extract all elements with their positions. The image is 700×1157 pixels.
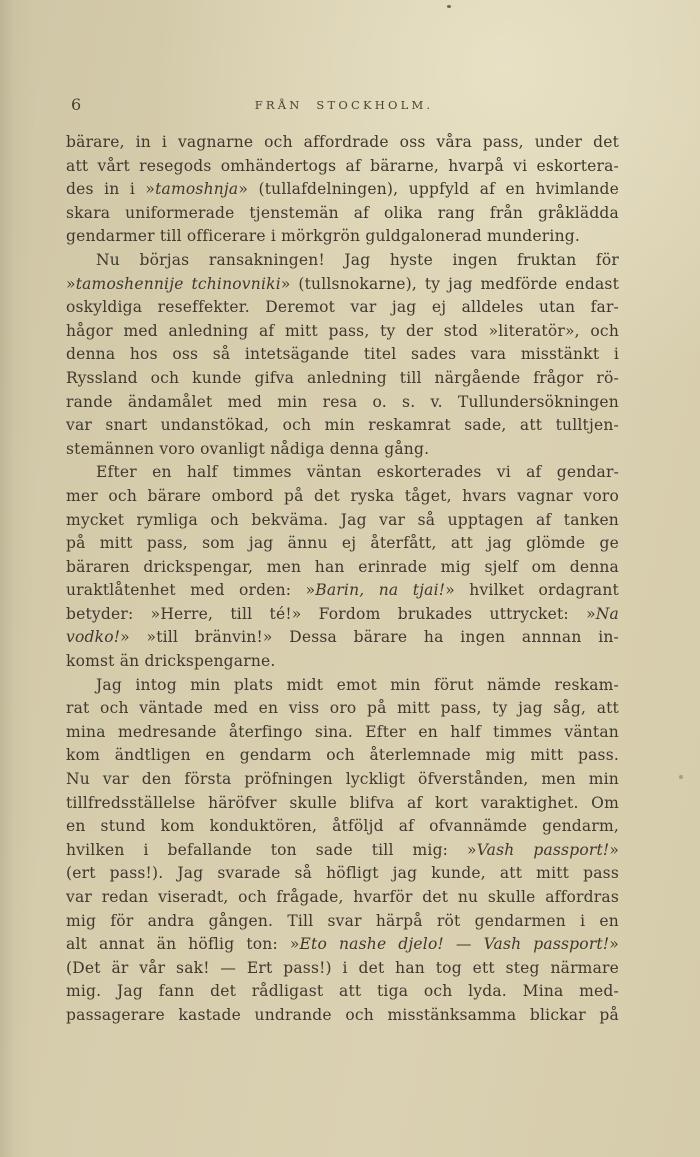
text-segment: mina medresande återfingo sina. Efter en half timmes väntan [66, 722, 619, 741]
italic-text: Eto nashe djelo! — Vash passport! [299, 935, 610, 954]
text-line [66, 367, 619, 391]
text-line [66, 674, 619, 698]
text-segment: Jag intog min plats midt emot min förut nämde reskam- [96, 675, 619, 694]
text-segment: » hvilket ordagrant [445, 581, 619, 600]
text-line [66, 509, 619, 533]
text-segment: alt annat än höflig ton: » [66, 935, 300, 954]
text-segment: » (tullafdelningen), uppfyld af en hvimlande [238, 180, 619, 199]
text-line [66, 886, 619, 910]
text-segment: stemännen voro ovanligt nådiga denna gång. [66, 439, 430, 458]
text-segment: hvilken i befallande ton sade till mig: » [66, 840, 477, 859]
running-header: FRÅN STOCKHOLM. [254, 98, 434, 112]
italic-text: vodko! [66, 628, 121, 647]
text-segment: hågor med anledning af mitt pass, ty der stod »literatör», och [66, 321, 619, 340]
text-line [66, 910, 619, 934]
text-line [66, 626, 619, 650]
text-segment: » [609, 935, 619, 954]
text-segment: denna hos oss så intetsägande titel sades vara misstänkt i [66, 345, 619, 364]
text-segment: mycket rymliga och bekväma. Jag var så upptagen af tanken [66, 510, 619, 529]
text-line [66, 343, 619, 367]
text-line [66, 438, 619, 462]
text-segment: skara uniformerade tjenstemän af olika rang från gråklädda [66, 203, 619, 222]
scan-speck [447, 5, 451, 8]
text-segment: uraktlåtenhet med orden: » [66, 581, 316, 600]
text-segment: var snart undanstökad, och min reskamrat sade, att tulltjen- [66, 416, 619, 435]
text-line [66, 721, 619, 745]
text-segment: passagerare kastade undrande och misstänksamma blickar på [66, 1005, 619, 1024]
text-line [66, 792, 619, 816]
text-line [66, 249, 619, 273]
text-line [66, 603, 619, 627]
text-segment: på mitt pass, som jag ännu ej återfått, att jag glömde ge [66, 534, 619, 553]
text-segment: en stund kom konduktören, åtföljd af ofvannämde gendarm, [66, 817, 619, 836]
text-line [66, 178, 619, 202]
text-segment: tillfredsställelse häröfver skulle blifva af kort varaktighet. Om [66, 793, 619, 812]
text-line [66, 839, 619, 863]
text-line [66, 296, 619, 320]
text-line [66, 768, 619, 792]
text-segment: komst än drickspengarne. [66, 652, 276, 671]
page-number: 6 [71, 95, 82, 114]
text-line [66, 225, 619, 249]
text-segment: » [609, 840, 620, 859]
text-segment: bäraren drickspengar, men han erinrade mig sjelf om denna [66, 557, 619, 576]
text-line [66, 155, 619, 179]
text-segment: (Det är vår sak! — Ert pass!) i det han tog ett steg närmare [66, 958, 619, 977]
scan-speck [679, 775, 683, 779]
text-line [66, 957, 619, 981]
text-line [66, 650, 619, 674]
text-line [66, 579, 619, 603]
text-line [66, 273, 619, 297]
text-segment: betyder: »Herre, till té!» Fordom brukades uttrycket: » [66, 604, 596, 623]
text-line [66, 131, 619, 155]
text-line [66, 202, 619, 226]
text-segment: Ryssland och kunde gifva anledning till närgående frågor rö- [66, 368, 619, 387]
page-text [66, 131, 619, 1028]
text-line [66, 556, 619, 580]
text-line [66, 862, 619, 886]
page-header [66, 95, 622, 115]
text-segment: bärare, in i vagnarne och affordrade oss våra pass, under det [66, 133, 619, 151]
text-segment: kom ändtligen en gendarm och återlemnade mig mitt pass. [66, 746, 619, 765]
italic-text: Vash passport! [476, 840, 610, 859]
text-segment: rat och väntade med en viss oro på mitt pass, ty jag såg, att [66, 699, 619, 718]
text-line [66, 532, 619, 556]
text-line [66, 980, 619, 1004]
text-segment: Nu börjas ransakningen! Jag hyste ingen fruktan för [96, 250, 619, 269]
text-line [66, 391, 619, 415]
text-line [66, 744, 619, 768]
italic-text: Na [595, 604, 619, 623]
text-segment: mig. Jag fann det rådligast att tiga och lyda. Mina med- [66, 982, 619, 1001]
text-segment: mig för andra gången. Till svar härpå röt gendarmen i en [66, 911, 619, 930]
italic-text: tamoshennije tchinovniki [75, 274, 281, 293]
text-segment: att vårt resegods omhändertogs af bärarne, hvarpå vi eskortera- [66, 156, 619, 175]
italic-text: tamoshnja [155, 180, 239, 199]
text-segment: Nu var den första pröfningen lyckligt öfverstånden, men min [66, 770, 619, 789]
text-segment: oskyldiga reseffekter. Deremot var jag ej alldeles utan far- [66, 298, 619, 317]
text-segment: var redan viseradt, och frågade, hvarför det nu skulle affordras [66, 888, 619, 906]
text-line [66, 485, 619, 509]
text-segment: » (tullsnokarne), ty jag medförde endast [280, 274, 619, 293]
text-line [66, 815, 619, 839]
text-line [66, 1004, 619, 1028]
text-segment: des in i » [66, 180, 156, 199]
text-line [66, 933, 619, 957]
text-segment: » »till bränvin!» Dessa bärare ha ingen annnan in- [120, 628, 619, 647]
italic-text: Barin, na tjai! [315, 581, 446, 600]
text-line [66, 320, 619, 344]
text-line [66, 697, 619, 721]
text-line [66, 461, 619, 485]
text-segment: » [66, 274, 76, 293]
text-segment: Efter en half timmes väntan eskorterades vi af gendar- [96, 463, 619, 482]
text-segment: (ert pass!). Jag svarade så höfligt jag kunde, att mitt pass [66, 864, 619, 883]
text-segment: rande ändamålet med min resa o. s. v. Tullundersökningen [66, 392, 619, 411]
text-segment: gendarmer till officerare i mörkgrön guldgalonerad mundering. [66, 227, 580, 246]
text-segment: mer och bärare ombord på det ryska tåget, hvars vagnar voro [66, 486, 619, 505]
text-line [66, 414, 619, 438]
